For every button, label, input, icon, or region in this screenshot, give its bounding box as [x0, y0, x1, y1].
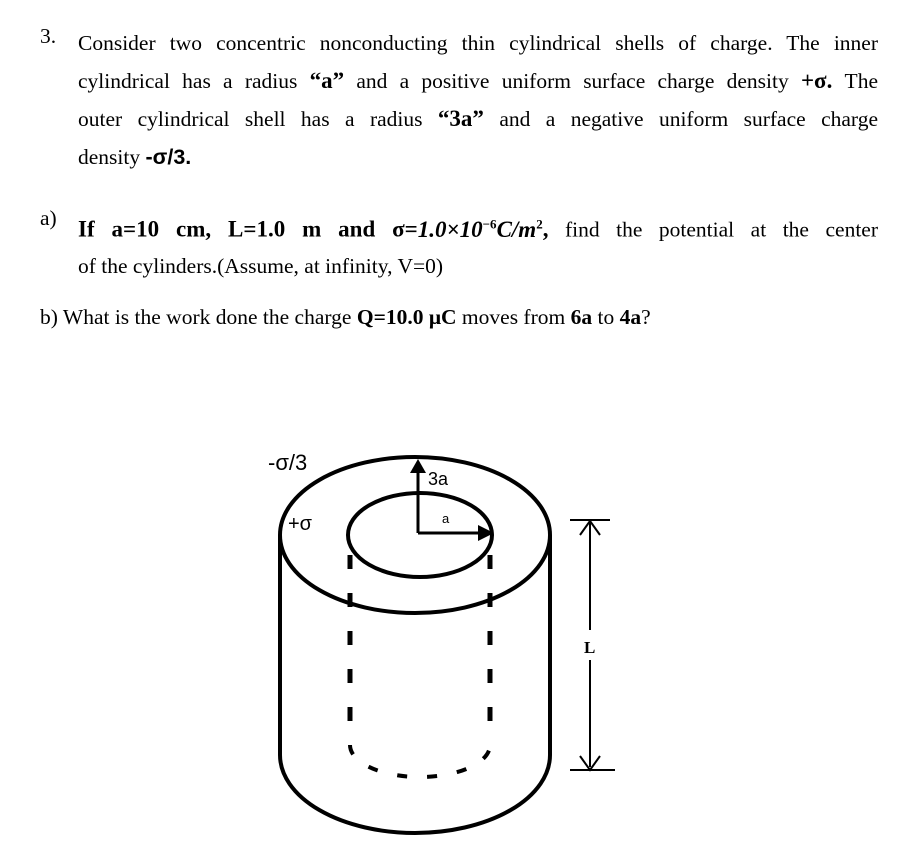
inner-shell-top — [348, 493, 492, 577]
question-number: 3. — [40, 24, 57, 48]
inner-radius-label: a — [442, 511, 450, 526]
part-a-label: a) — [40, 206, 57, 230]
question-line-4: density -σ/3. — [78, 145, 192, 169]
length-label: L — [584, 638, 596, 657]
part-a-text — [78, 206, 878, 284]
part-a-line-2: of the cylinders.(Assume, at infinity, V=0) — [78, 253, 444, 278]
outer-charge-label: -σ/3 — [268, 450, 308, 475]
question-line-1: Consider two concentric nonconducting thin cylindrical shells of charge. The inner — [78, 31, 878, 55]
inner-shell-bottom — [350, 745, 490, 777]
part-a-line-1: If a=10 cm, L=1.0 m and $\sigma=1.0\times 10^{-6}C/m^2$, find the potential at the center — [78, 216, 878, 242]
outer-shell-bottom — [280, 755, 550, 833]
outer-radius-label: 3a — [428, 469, 449, 489]
radius-3a-arrowhead — [410, 459, 426, 473]
question-line-3: outer cylindrical shell has a radius “3a” and a negative uniform surface charge — [78, 106, 878, 131]
part-b-text: b) What is the work done the charge Q=10.0 μC moves from 6a to 4a? — [40, 305, 651, 329]
cylinder-figure — [250, 445, 630, 855]
question-text — [78, 24, 878, 176]
inner-charge-label: +σ — [288, 513, 313, 535]
outer-shell-top — [280, 457, 550, 613]
question-line-2: cylindrical has a radius “a” and a positive uniform surface charge density +σ. The — [78, 68, 878, 93]
